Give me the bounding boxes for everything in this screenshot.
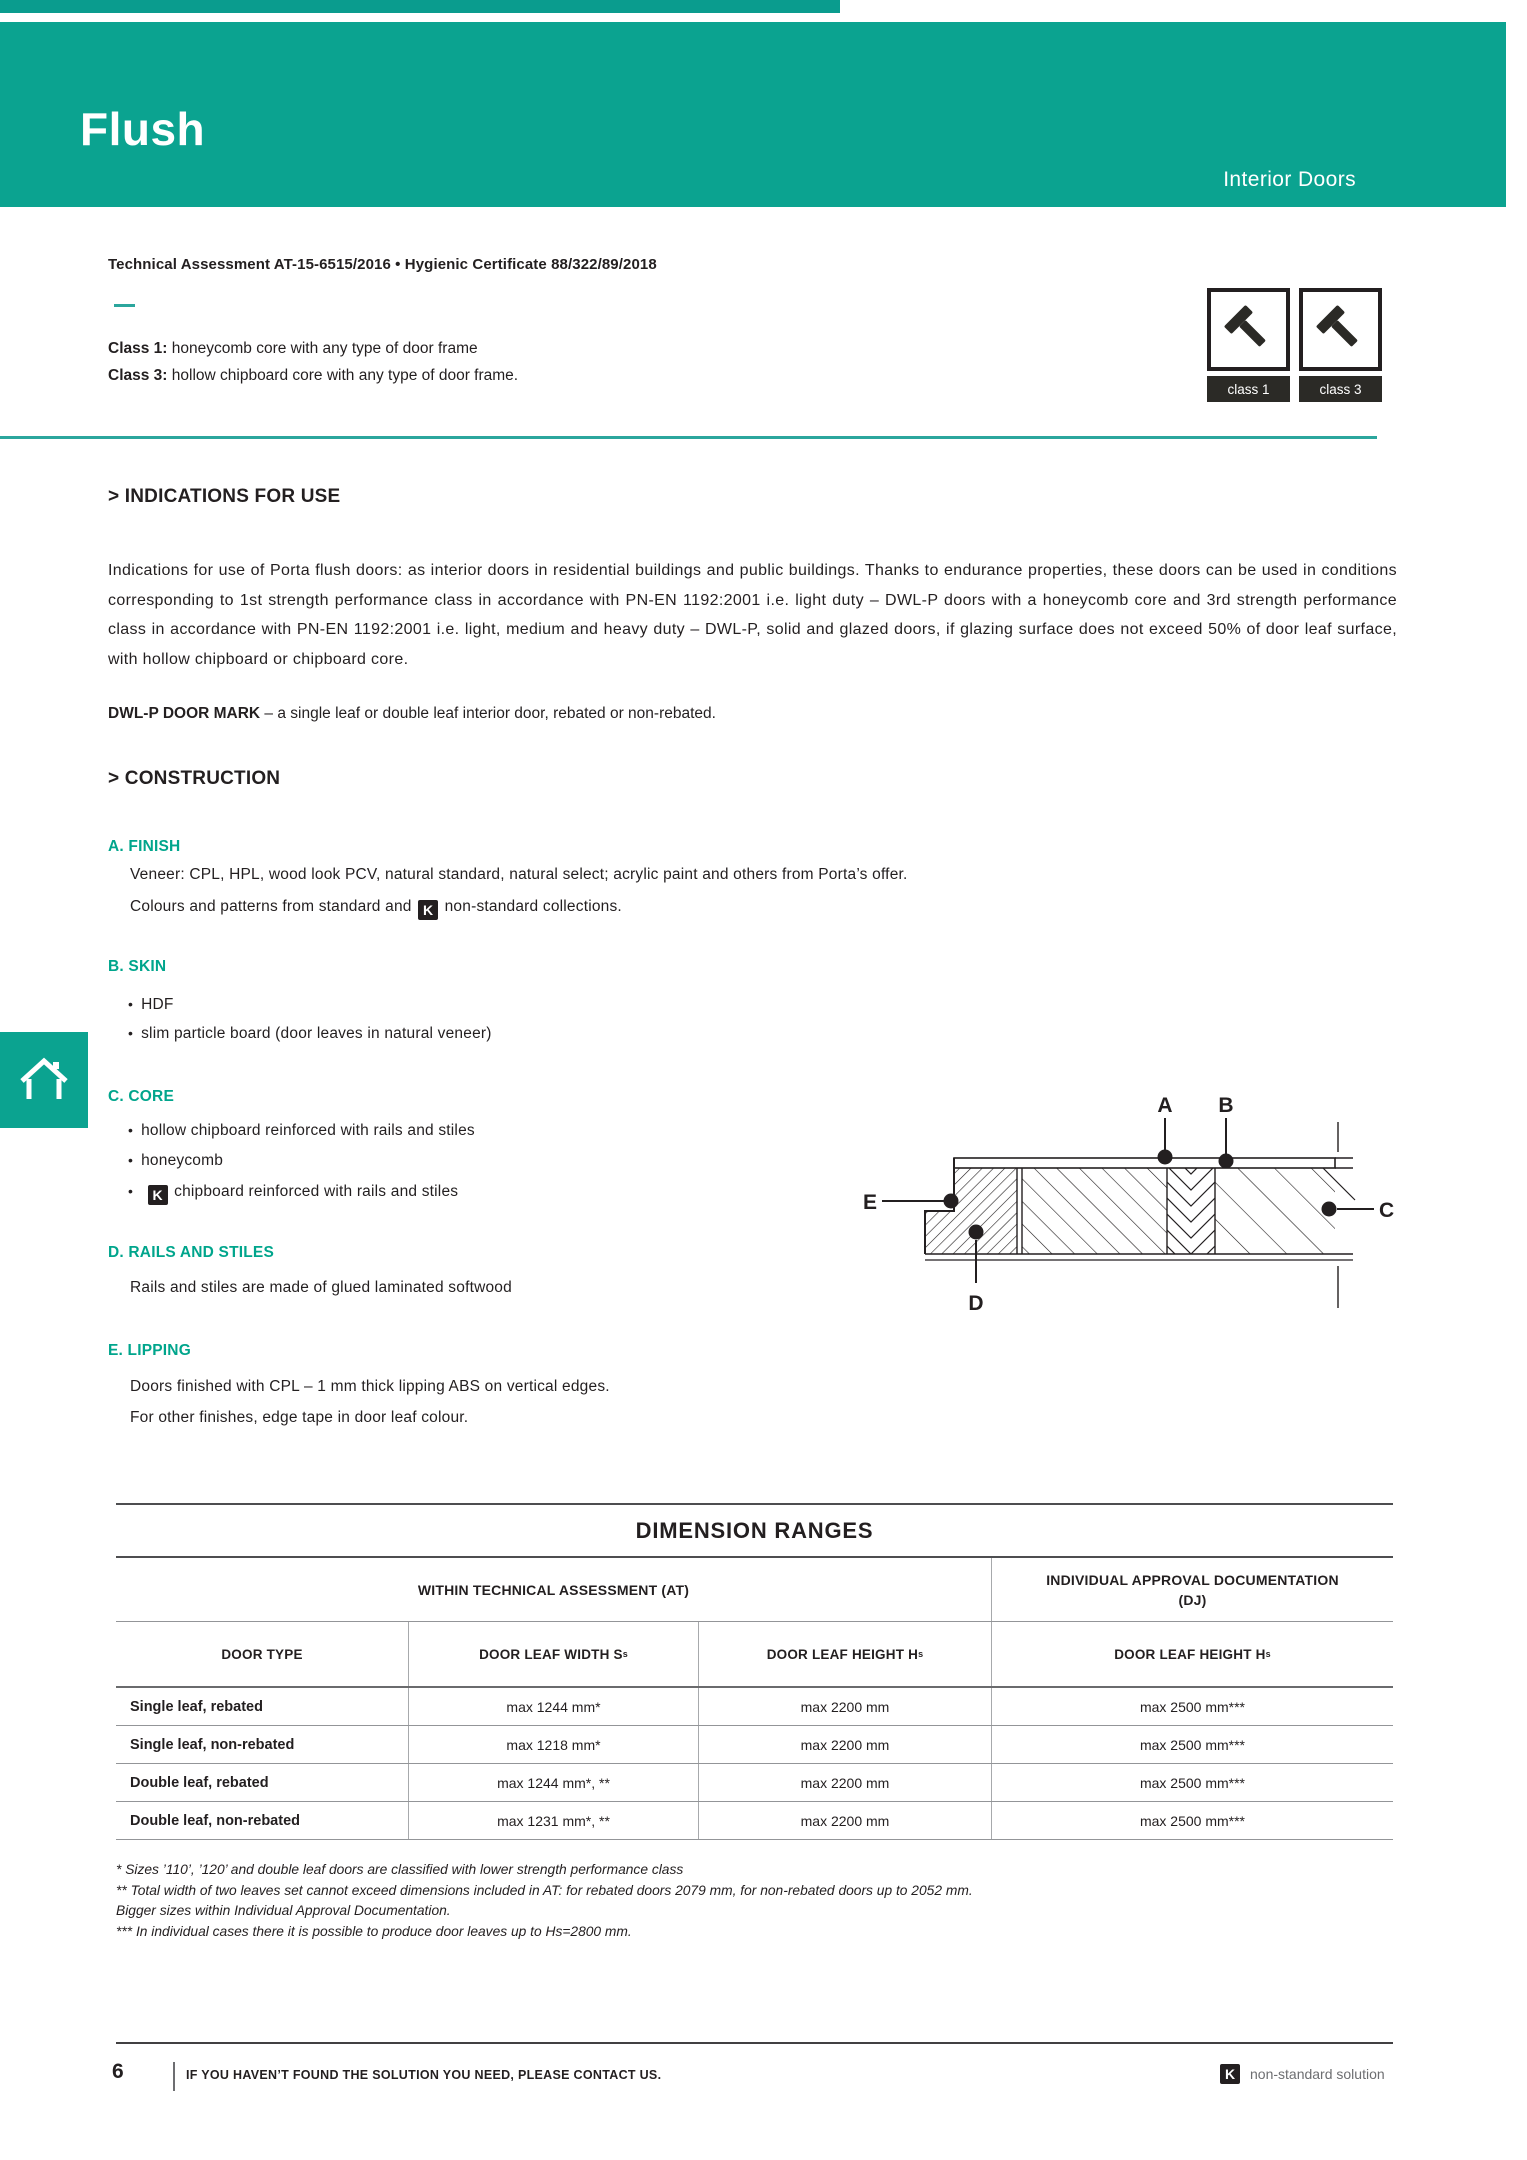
finish-heading: A. FINISH xyxy=(108,838,181,855)
indications-heading: > INDICATIONS FOR USE xyxy=(108,486,341,507)
category-label: Interior Doors xyxy=(1223,168,1356,191)
class1-badge-label: class 1 xyxy=(1207,376,1290,402)
diagram-label-a: A xyxy=(1157,1094,1173,1117)
class1-prefix: Class 1: xyxy=(108,340,168,357)
class1-badge xyxy=(1207,288,1290,402)
skin-bullet-2: • slim particle board (door leaves in natural veneer) xyxy=(128,1025,492,1043)
k-collection-icon: K xyxy=(148,1185,168,1205)
certification-line: Technical Assessment AT-15-6515/2016 • Hygienic Certificate 88/322/89/2018 xyxy=(108,256,657,273)
diagram-label-b: B xyxy=(1218,1094,1234,1117)
door-mark-line: DWL-P DOOR MARK – a single leaf or double leaf interior door, rebated or non-rebated. xyxy=(108,705,716,722)
k-collection-icon: K xyxy=(418,900,438,920)
footer-separator xyxy=(173,2062,175,2091)
footnote-2: ** Total width of two leaves set cannot exceed dimensions included in AT: for rebated doors 2079 mm, for non-rebated doors up to 2052 mm. xyxy=(116,1882,973,1898)
class3-description: Class 3: hollow chipboard core with any type of door frame. xyxy=(108,367,519,384)
home-tab[interactable] xyxy=(0,1032,88,1128)
skin-bullet-1: • HDF xyxy=(128,996,174,1014)
table-row: Double leaf, rebated max 1244 mm*, ** max 2200 mm max 2500 mm*** xyxy=(116,1763,1393,1801)
lipping-line2: For other finishes, edge tape in door leaf colour. xyxy=(130,1409,469,1426)
table-row: Single leaf, non-rebated max 1218 mm* max 2200 mm max 2500 mm*** xyxy=(116,1725,1393,1763)
lipping-line1: Doors finished with CPL – 1 mm thick lipping ABS on vertical edges. xyxy=(130,1378,610,1395)
rails-line: Rails and stiles are made of glued laminated softwood xyxy=(130,1279,512,1296)
table-group-at: WITHIN TECHNICAL ASSESSMENT (AT) xyxy=(417,1581,690,1598)
class3-badge xyxy=(1299,288,1382,402)
top-accent-strip xyxy=(0,0,840,13)
page-number: 6 xyxy=(112,2060,124,2083)
footer-caption: IF YOU HAVEN’T FOUND THE SOLUTION YOU NEED, PLEASE CONTACT US. xyxy=(186,2068,662,2082)
section-divider xyxy=(0,436,1377,439)
footnote-4: *** In individual cases there it is possible to produce door leaves up to Hs=2800 mm. xyxy=(116,1923,632,1939)
hammer-icon xyxy=(1207,288,1290,371)
table-row: Single leaf, rebated max 1244 mm* max 2200 mm max 2500 mm*** xyxy=(116,1686,1393,1725)
footnote-1: * Sizes ’110’, ’120’ and double leaf doors are classified with lower strength performance class xyxy=(116,1862,684,1877)
page-title: Flush xyxy=(80,103,206,155)
table-title: DIMENSION RANGES xyxy=(116,1503,1393,1556)
hammer-icon xyxy=(1299,288,1382,371)
accent-dash xyxy=(114,304,135,307)
indications-paragraph: Indications for use of Porta flush doors: as interior doors in residential buildings and public buildings. Thanks to endurance properties, these doors can be used in conditions corresponding to 1st strength performance class in accordance with PN-EN 1192:2001 i.e. light duty – DWL-P doors with a honeycomb core and 3rd strength performance class in accordance with PN-EN 1192:2001 i.e. light, medium and heavy duty – DWL-P, solid and glazed doors, if glazing surface does not exceed 50% of door leaf surface, with hollow chipboard or chipboard core. xyxy=(108,562,1397,668)
diagram-label-e: E xyxy=(863,1191,878,1214)
col-header-leaf-width: DOOR LEAF WIDTH S s xyxy=(408,1622,698,1686)
col-header-door-type: DOOR TYPE xyxy=(221,1646,303,1662)
rails-heading: D. RAILS AND STILES xyxy=(108,1244,274,1261)
k-collection-icon: K xyxy=(1220,2064,1240,2084)
diagram-label-c: C xyxy=(1379,1199,1395,1222)
footer-divider xyxy=(116,2042,1393,2044)
finish-line1: Veneer: CPL, HPL, wood look PCV, natural standard, natural select; acrylic paint and others from Porta’s offer. xyxy=(130,866,908,883)
construction-heading: > CONSTRUCTION xyxy=(108,768,281,789)
col-header-leaf-height-dj: DOOR LEAF HEIGHT H s xyxy=(991,1622,1393,1686)
table-group-dj: INDIVIDUAL APPROVAL DOCUMENTATION (DJ) xyxy=(991,1558,1393,1621)
core-heading: C. CORE xyxy=(108,1088,174,1105)
class-badges xyxy=(1207,288,1382,402)
home-icon xyxy=(18,1052,70,1109)
k-caption: non-standard solution xyxy=(1250,2066,1385,2082)
core-bullet-1: • hollow chipboard reinforced with rails and stiles xyxy=(128,1122,475,1140)
class3-prefix: Class 3: xyxy=(108,367,168,384)
core-bullet-2: • honeycomb xyxy=(128,1152,223,1170)
lipping-heading: E. LIPPING xyxy=(108,1342,191,1359)
dimension-ranges-table xyxy=(116,1503,1393,1840)
footnote-3: Bigger sizes within Individual Approval Documentation. xyxy=(116,1903,451,1918)
door-mark-label: DWL-P DOOR MARK xyxy=(108,705,261,722)
header-banner xyxy=(0,22,1506,207)
table-row: Double leaf, non-rebated max 1231 mm*, ** max 2200 mm max 2500 mm*** xyxy=(116,1801,1393,1840)
diagram-label-d: D xyxy=(968,1292,984,1315)
core-bullet-3: • K chipboard reinforced with rails and stiles xyxy=(128,1183,458,1205)
table-footnotes xyxy=(116,1860,973,1942)
class1-description: Class 1: honeycomb core with any type of door frame xyxy=(108,340,478,357)
door-cross-section-diagram xyxy=(855,1080,1400,1330)
class3-badge-label: class 3 xyxy=(1299,376,1382,402)
col-header-leaf-height-at: DOOR LEAF HEIGHT H s xyxy=(698,1622,991,1686)
footer-k-note xyxy=(1218,2064,1385,2084)
finish-line2: Colours and patterns from standard and K non-standard collections. xyxy=(130,898,622,918)
skin-heading: B. SKIN xyxy=(108,958,167,975)
